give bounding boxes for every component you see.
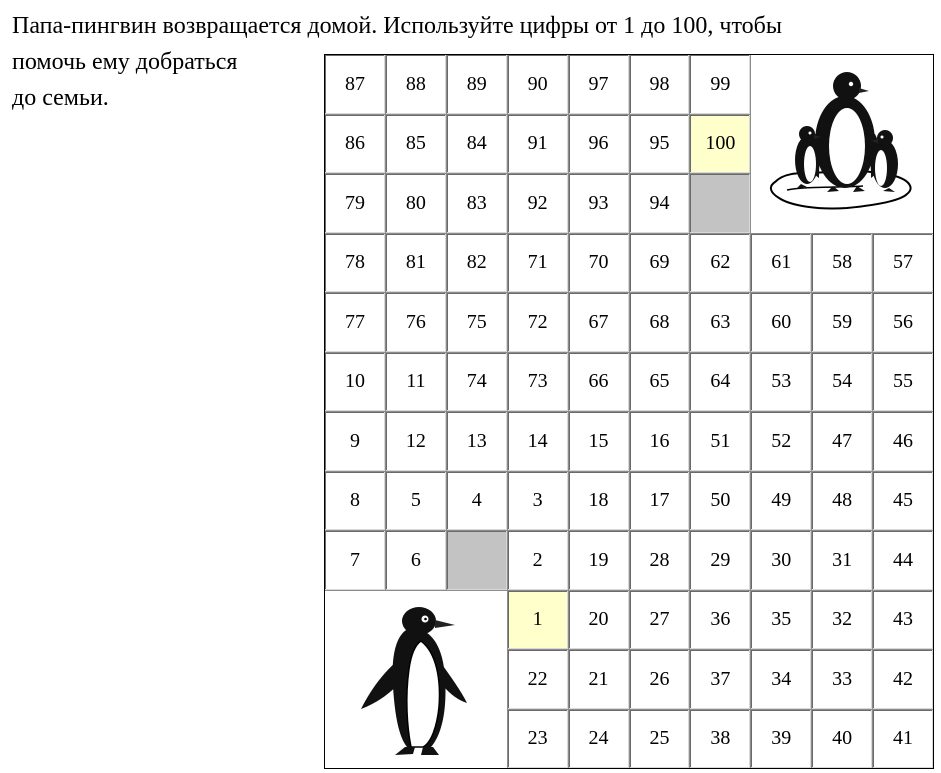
maze-cell[interactable]: 44	[873, 531, 933, 590]
maze-cell[interactable]: 9	[325, 412, 385, 471]
maze-cell[interactable]: 28	[630, 531, 690, 590]
maze-cell[interactable]: 4	[447, 472, 507, 531]
maze-cell[interactable]: 7	[325, 531, 385, 590]
maze-cell[interactable]: 93	[569, 174, 629, 233]
maze-cell[interactable]: 71	[508, 234, 568, 293]
maze-cell[interactable]: 88	[386, 55, 446, 114]
maze-cell[interactable]: 34	[751, 650, 811, 709]
maze-cell[interactable]: 85	[386, 115, 446, 174]
maze-cell[interactable]: 90	[508, 55, 568, 114]
maze-cell[interactable]: 60	[751, 293, 811, 352]
maze-cell[interactable]: 12	[386, 412, 446, 471]
maze-cell[interactable]: 53	[751, 353, 811, 412]
maze-cell[interactable]: 32	[812, 591, 872, 650]
maze-cell[interactable]: 16	[630, 412, 690, 471]
maze-cell[interactable]: 37	[690, 650, 750, 709]
maze-cell[interactable]: 20	[569, 591, 629, 650]
maze-cell[interactable]: 30	[751, 531, 811, 590]
maze-cell[interactable]: 17	[630, 472, 690, 531]
maze-cell[interactable]: 79	[325, 174, 385, 233]
maze-cell[interactable]: 25	[630, 710, 690, 769]
number-maze-grid	[324, 54, 934, 769]
maze-cell[interactable]: 87	[325, 55, 385, 114]
maze-cell[interactable]: 2	[508, 531, 568, 590]
maze-cell[interactable]: 55	[873, 353, 933, 412]
instruction-line-2: помочь ему добраться	[12, 49, 238, 75]
maze-cell[interactable]: 41	[873, 710, 933, 769]
start-cell[interactable]: 1	[508, 591, 568, 650]
maze-cell[interactable]: 38	[690, 710, 750, 769]
maze-cell[interactable]: 24	[569, 710, 629, 769]
maze-cell[interactable]: 92	[508, 174, 568, 233]
maze-cell[interactable]: 65	[630, 353, 690, 412]
maze-cell[interactable]: 26	[630, 650, 690, 709]
blocked-cell	[690, 174, 750, 233]
maze-cell[interactable]: 99	[690, 55, 750, 114]
maze-cell[interactable]: 56	[873, 293, 933, 352]
maze-cell[interactable]: 96	[569, 115, 629, 174]
maze-cell[interactable]: 58	[812, 234, 872, 293]
maze-cell[interactable]: 91	[508, 115, 568, 174]
maze-cell[interactable]: 94	[630, 174, 690, 233]
maze-cell[interactable]: 10	[325, 353, 385, 412]
maze-cell[interactable]: 8	[325, 472, 385, 531]
maze-cell[interactable]: 31	[812, 531, 872, 590]
maze-cell[interactable]: 81	[386, 234, 446, 293]
finish-cell[interactable]: 100	[690, 115, 750, 174]
maze-cell[interactable]: 50	[690, 472, 750, 531]
maze-cell[interactable]: 6	[386, 531, 446, 590]
maze-cell[interactable]: 52	[751, 412, 811, 471]
maze-cell[interactable]: 84	[447, 115, 507, 174]
maze-cell[interactable]: 78	[325, 234, 385, 293]
maze-cell[interactable]: 54	[812, 353, 872, 412]
maze-cell[interactable]: 13	[447, 412, 507, 471]
instruction-line-1: Папа-пингвин возвращается домой. Используйте цифры от 1 до 100, чтобы	[12, 13, 782, 39]
maze-cell[interactable]: 3	[508, 472, 568, 531]
maze-cell[interactable]: 66	[569, 353, 629, 412]
blocked-cell	[447, 531, 507, 590]
maze-cell[interactable]: 51	[690, 412, 750, 471]
maze-cell[interactable]: 43	[873, 591, 933, 650]
maze-cell[interactable]: 69	[630, 234, 690, 293]
maze-cell[interactable]: 15	[569, 412, 629, 471]
maze-cell[interactable]: 47	[812, 412, 872, 471]
maze-cell[interactable]: 57	[873, 234, 933, 293]
maze-cell[interactable]: 35	[751, 591, 811, 650]
maze-cell[interactable]: 49	[751, 472, 811, 531]
maze-cell[interactable]: 42	[873, 650, 933, 709]
maze-cell[interactable]: 39	[751, 710, 811, 769]
maze-cell[interactable]: 14	[508, 412, 568, 471]
maze-cell[interactable]: 18	[569, 472, 629, 531]
maze-cell[interactable]: 36	[690, 591, 750, 650]
maze-cell[interactable]: 77	[325, 293, 385, 352]
maze-cell[interactable]: 89	[447, 55, 507, 114]
maze-cell[interactable]: 86	[325, 115, 385, 174]
maze-cell[interactable]: 45	[873, 472, 933, 531]
papa-penguin-icon	[325, 591, 507, 769]
maze-cell[interactable]: 80	[386, 174, 446, 233]
maze-cell[interactable]: 40	[812, 710, 872, 769]
maze-cell[interactable]: 27	[630, 591, 690, 650]
maze-cell[interactable]: 68	[630, 293, 690, 352]
maze-cell[interactable]: 11	[386, 353, 446, 412]
maze-cell[interactable]: 33	[812, 650, 872, 709]
maze-cell[interactable]: 62	[690, 234, 750, 293]
maze-cell[interactable]: 98	[630, 55, 690, 114]
maze-cell[interactable]: 74	[447, 353, 507, 412]
maze-cell[interactable]: 70	[569, 234, 629, 293]
maze-cell[interactable]: 59	[812, 293, 872, 352]
penguin-family-icon	[751, 55, 933, 233]
maze-cell[interactable]: 22	[508, 650, 568, 709]
maze-cell[interactable]: 76	[386, 293, 446, 352]
maze-cell[interactable]: 5	[386, 472, 446, 531]
maze-cell[interactable]: 75	[447, 293, 507, 352]
maze-cell[interactable]: 67	[569, 293, 629, 352]
maze-cell[interactable]: 63	[690, 293, 750, 352]
maze-cell[interactable]: 97	[569, 55, 629, 114]
maze-cell[interactable]: 19	[569, 531, 629, 590]
maze-cell[interactable]: 64	[690, 353, 750, 412]
maze-cell[interactable]: 82	[447, 234, 507, 293]
maze-cell[interactable]: 21	[569, 650, 629, 709]
maze-cell[interactable]: 83	[447, 174, 507, 233]
maze-cell[interactable]: 61	[751, 234, 811, 293]
maze-cell[interactable]: 48	[812, 472, 872, 531]
maze-cell[interactable]: 29	[690, 531, 750, 590]
instruction-line-3: до семьи.	[12, 85, 109, 111]
maze-cell[interactable]: 73	[508, 353, 568, 412]
maze-cell[interactable]: 72	[508, 293, 568, 352]
maze-cell[interactable]: 23	[508, 710, 568, 769]
maze-cell[interactable]: 46	[873, 412, 933, 471]
maze-cell[interactable]: 95	[630, 115, 690, 174]
